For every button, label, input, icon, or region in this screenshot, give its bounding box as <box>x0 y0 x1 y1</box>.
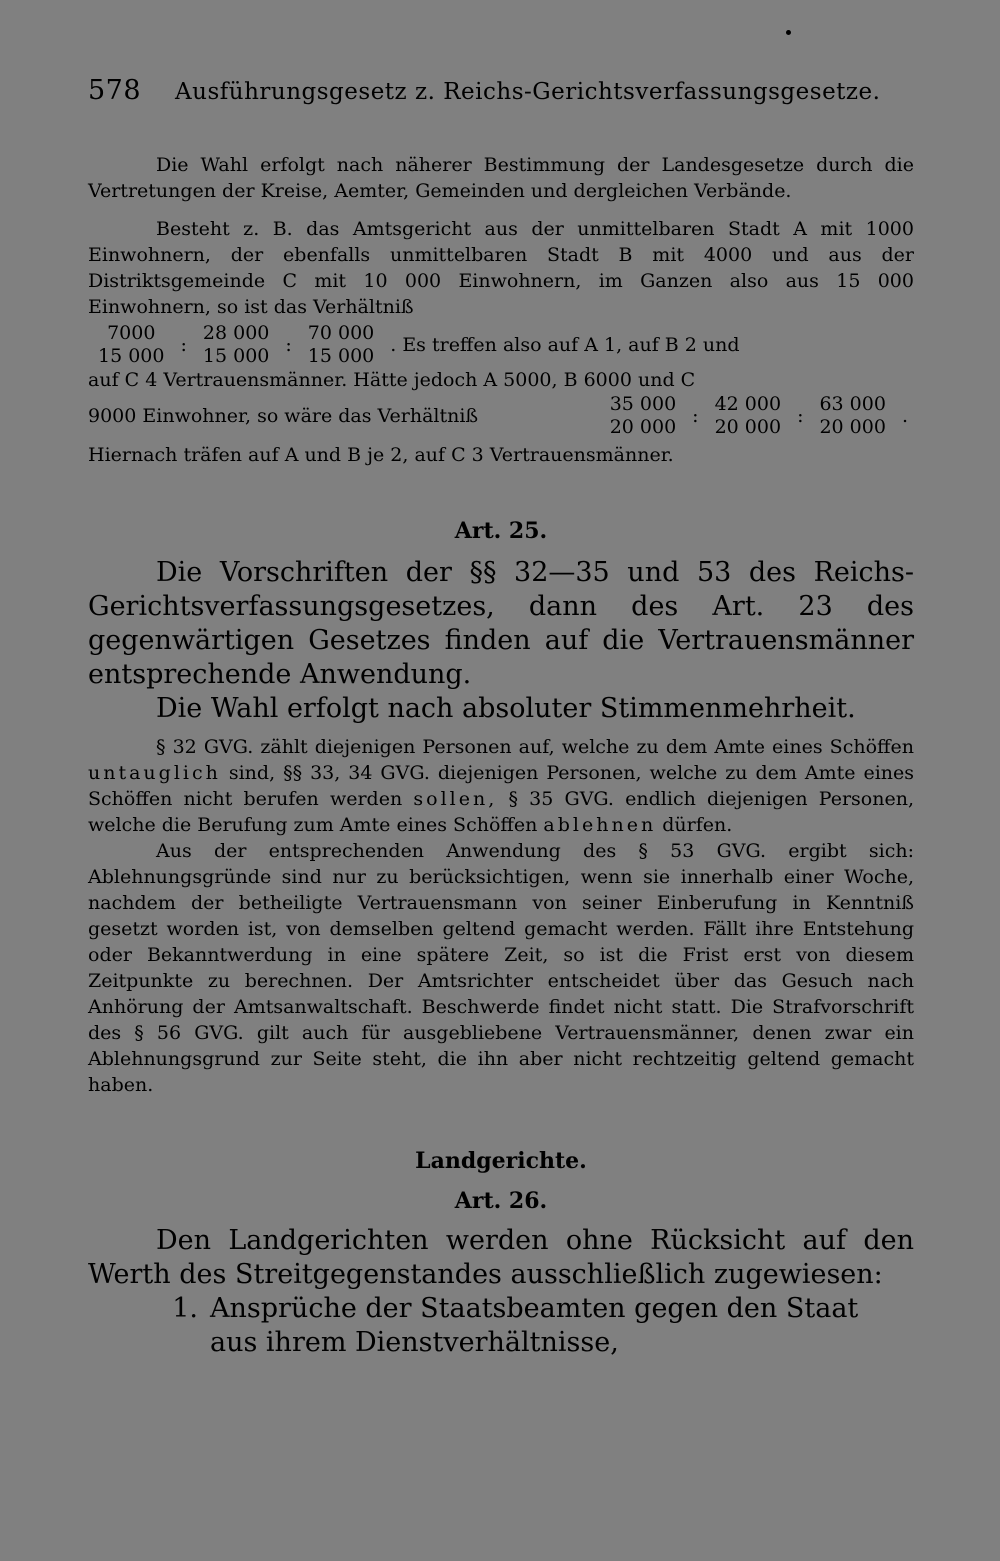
list-item <box>88 1292 914 1360</box>
page <box>88 75 914 1360</box>
article-25-note-2: Aus der entsprechenden Anwendung des § 53 GVG. ergibt sich: Ablehnungsgründe sind nur zu berücksichtigen, wenn sie innerhalb einer Woche, nachdem der betheiligte Vertrauensmann von seiner Einberufung in Kenntniß gesetzt worden ist, von demselben geltend gemacht werden. Fällt ihre Entstehung oder Bekanntwerdung in eine spätere Zeit, so ist die Frist erst von diesem Zeitpunkte zu berechnen. Der Amtsrichter entscheidet über das Gesuch nach Anhörung der Amtsanwaltschaft. Beschwerde findet nicht statt. Die Strafvorschrift des § 56 GVG. gilt auch für ausgebliebene Vertrauensmänner, denen zwar ein Ablehnungsgrund zur Seite steht, die ihn aber nicht rechtzeitig geltend gemacht haben. <box>88 840 914 1096</box>
running-header <box>88 75 914 106</box>
section-heading-landgerichte: Landgerichte. <box>415 1148 587 1174</box>
fraction: 28 000 15 000 <box>202 322 270 367</box>
ratio-line-2-lead: 9000 Einwohner, so wäre das Verhältniß <box>88 404 479 427</box>
article-26-heading: Art. 26. <box>454 1188 548 1214</box>
article-25-note-1: § 32 GVG. zählt diejenigen Personen auf, welche zu dem Amte eines Schöffen untauglich sind, §§ 33, 34 GVG. diejenigen Personen, welche zu dem Amte eines Schöffen nicht berufen werden sollen, § 35 GVG. endlich diejenigen Personen, welche die Berufung zum Amte eines Schöffen ablehnen dürfen. <box>88 736 915 836</box>
ratio-line-1: 7000 15 000 : 28 000 15 000 : 70 000 15 000 . Es treffen also auf A 1, auf B 2 und <box>88 322 914 367</box>
example-line-3: Hiernach träfen auf A und B je 2, auf C 3 Vertrauensmänner. <box>88 444 674 466</box>
article-25-heading: Art. 25. <box>454 518 548 544</box>
fraction: 63 000 20 000 <box>819 393 886 438</box>
fraction: 70 000 15 000 <box>307 322 375 367</box>
article-26-text: Den Landgerichten werden ohne Rücksicht auf den Werth des Streitgegenstandes ausschließlich zugewiesen: <box>88 1225 914 1290</box>
article-25-text: Die Vorschriften der §§ 32—35 und 53 des Reichs-Gerichtsverfassungsgesetzes, dann des Art. 23 des gegenwärtigen Gesetzes finden auf die Vertrauensmänner entsprechende Anwendung. <box>88 557 914 690</box>
fraction: 7000 15 000 <box>98 322 165 367</box>
fraction: 42 000 20 000 <box>714 393 782 438</box>
running-title: Ausführungsgesetz z. Reichs-Gerichtsverfassungsgesetze. <box>175 79 881 105</box>
list-item-number: 1. <box>172 1293 198 1324</box>
intro-paragraph: Die Wahl erfolgt nach näherer Bestimmung der Landesgesetze durch die Vertretungen der Kreise, Aemter, Gemeinden und dergleichen Verbände. <box>88 154 914 202</box>
page-number: 578 <box>88 75 142 106</box>
fraction: 35 000 20 000 <box>609 393 677 438</box>
article-25-election: Die Wahl erfolgt nach absoluter Stimmenmehrheit. <box>156 693 856 724</box>
ratio-line-1-tail: Es treffen also auf A 1, auf B 2 und <box>402 333 740 356</box>
example-paragraph: Besteht z. B. das Amtsgericht aus der unmittelbaren Stadt A mit 1000 Einwohnern, der ebenfalls unmittelbaren Stadt B mit 4000 und aus der Distriktsgemeinde C mit 10 000 Einwohnern, im Ganzen also aus 15 000 Einwohnern, so ist das Verhältniß <box>88 218 914 318</box>
list-item-text: Ansprüche der Staatsbeamten gegen den Staat aus ihrem Dienstverhältnisse, <box>210 1293 859 1358</box>
ratio-line-2: 9000 Einwohner, so wäre das Verhältniß 35 000 20 000 : 42 000 20 000 : 63 000 20 000 . <box>88 393 908 438</box>
ink-speck <box>786 30 791 35</box>
example-line-2: auf C 4 Vertrauensmänner. Hätte jedoch A 5000, B 6000 und C <box>88 369 696 391</box>
